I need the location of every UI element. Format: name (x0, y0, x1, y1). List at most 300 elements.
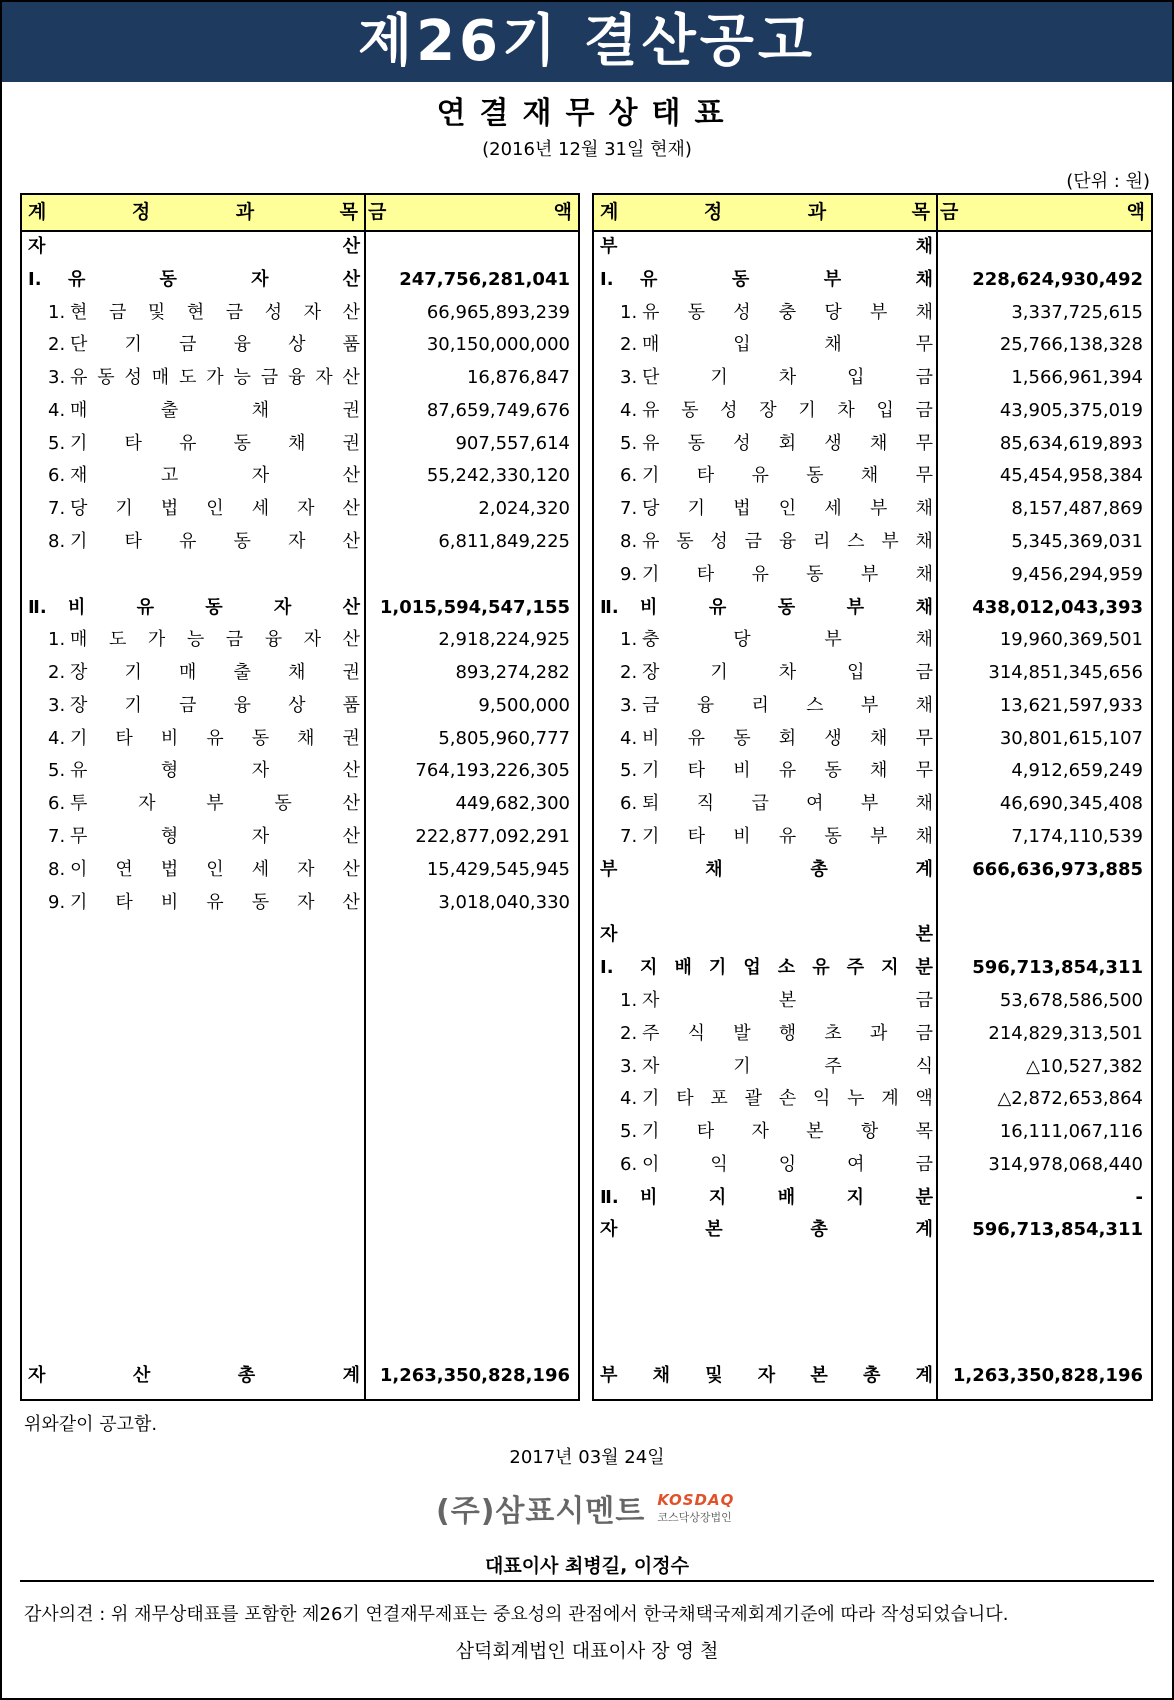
account-label (642, 1116, 933, 1149)
amount-value: 7,174,110,539 (1011, 826, 1143, 848)
label-char: 부 (869, 498, 888, 520)
amount-value: 3,337,725,615 (1011, 301, 1143, 323)
label-char: 산 (342, 465, 360, 487)
amount-value: 6,811,849,225 (438, 531, 570, 553)
row-number: 1. (620, 629, 638, 651)
account-label (640, 952, 933, 985)
account-label (70, 690, 360, 723)
table-row (594, 297, 1151, 330)
amount-value: 13,621,597,933 (999, 694, 1143, 716)
row-number: 2. (620, 662, 638, 684)
label-char: 단 (70, 334, 88, 356)
table-row (22, 297, 578, 330)
label-char: 업 (743, 957, 761, 979)
table-row (22, 329, 578, 362)
label-char: 기 (124, 662, 142, 684)
label-char: 채 (915, 629, 933, 651)
amount-value: 5,805,960,777 (438, 727, 570, 749)
label-char: 타 (687, 760, 705, 782)
label-char: 산 (342, 301, 360, 323)
label-char: 부 (824, 629, 842, 651)
label-char: 자 (273, 596, 292, 618)
table-row (594, 559, 1151, 592)
label-char: 타 (115, 727, 133, 749)
account-label (70, 526, 360, 559)
label-char: 타 (696, 1121, 715, 1143)
row-number: 7. (620, 826, 638, 848)
label-char: 식 (915, 1055, 933, 1077)
label-char: 유 (179, 432, 197, 454)
account-label (70, 329, 360, 362)
label-char: 동 (233, 531, 251, 553)
label-char: 기 (642, 563, 660, 585)
table-row (594, 788, 1151, 821)
label-char: 채 (915, 793, 933, 815)
account-label (70, 723, 360, 756)
account-label (70, 297, 360, 330)
label-char: 상 (288, 334, 306, 356)
label-char: 기 (708, 957, 727, 979)
label-char: 급 (751, 793, 769, 815)
account-label (28, 231, 360, 264)
label-char: 유 (812, 957, 830, 979)
label-char: 타 (676, 1088, 694, 1110)
label-char: 총 (810, 858, 828, 880)
label-char: 성 (720, 399, 738, 421)
row-number: 1. (620, 301, 638, 323)
account-label (642, 821, 933, 854)
row-number: 1. (48, 629, 66, 651)
label-char: 채 (915, 694, 933, 716)
table-row (22, 690, 578, 723)
label-char: 산 (342, 596, 360, 618)
table-row (594, 624, 1151, 657)
label-char: 타 (696, 563, 715, 585)
label-char: 출 (233, 662, 251, 684)
amount-value: - (1135, 1186, 1143, 1208)
row-number: 3. (620, 367, 638, 389)
label-char: 유 (708, 596, 727, 618)
label-char: 출 (160, 399, 179, 421)
table-row (22, 428, 578, 461)
amount-value: 666,636,973,885 (972, 858, 1143, 880)
label-char: 형 (160, 760, 179, 782)
label-char: 동 (97, 367, 115, 389)
row-number: Ⅱ. (600, 1186, 619, 1208)
row-number: 6. (620, 793, 638, 815)
label-char: 포 (710, 1088, 728, 1110)
label-char: 정 (703, 201, 723, 223)
label-char: 유 (640, 268, 658, 290)
label-char: 유 (642, 531, 660, 553)
amount-value: 8,157,487,869 (1011, 498, 1143, 520)
amount-value: 2,024,320 (478, 498, 570, 520)
table-row (594, 493, 1151, 526)
table-row (594, 723, 1151, 756)
label-char: 채 (652, 1365, 670, 1387)
label-char: 동 (274, 793, 292, 815)
row-number: 3. (620, 1055, 638, 1077)
label-char: 채 (915, 498, 933, 520)
amount-value: 449,682,300 (455, 793, 570, 815)
label-char: 분 (915, 1186, 933, 1208)
label-char: 도 (179, 367, 197, 389)
total-amount: 1,263,350,828,196 (952, 1365, 1143, 1387)
label-char: 융 (778, 531, 797, 553)
table-row (22, 821, 578, 854)
label-char: 동 (824, 826, 842, 848)
label-char: 도 (108, 629, 127, 651)
label-char: 회 (778, 727, 797, 749)
label-char: 유 (70, 760, 88, 782)
table-row (22, 624, 578, 657)
label-char: 금 (225, 301, 244, 323)
account-label (70, 788, 360, 821)
label-char: 기 (642, 760, 660, 782)
divider-line (20, 1580, 1154, 1582)
table-row (22, 755, 578, 788)
account-label (642, 395, 933, 428)
table-header (594, 195, 1151, 232)
label-char: 자 (297, 858, 315, 880)
label-char: 부 (860, 694, 879, 716)
table-row (22, 854, 578, 887)
label-char: 유 (778, 760, 797, 782)
unit-label: (단위 : 원) (1066, 171, 1150, 192)
label-char: 부 (869, 301, 888, 323)
banner-title: 제26기 결산공고 (2, 2, 1172, 82)
label-char: 자 (251, 826, 270, 848)
account-label (642, 657, 933, 690)
label-char: 부 (600, 236, 618, 257)
account-label (600, 1214, 933, 1247)
table-row (594, 985, 1151, 1018)
label-char: 비 (640, 1186, 658, 1208)
liabilities-equity-table (592, 193, 1153, 1401)
account-label (70, 460, 360, 493)
label-char: 동 (806, 465, 824, 487)
amount-value: △10,527,382 (1026, 1055, 1143, 1077)
label-char: 기 (642, 1088, 660, 1110)
label-char: 동 (676, 531, 694, 553)
label-char: 세 (251, 858, 270, 880)
label-char: 자 (303, 301, 322, 323)
row-number: 4. (620, 727, 638, 749)
amount-value: 893,274,282 (455, 662, 570, 684)
account-label (642, 460, 933, 493)
label-char: 및 (147, 301, 166, 323)
account-label (640, 264, 933, 297)
label-char: 부 (869, 826, 888, 848)
label-char: 부 (881, 531, 899, 553)
label-char: 기 (124, 334, 142, 356)
row-number: 3. (48, 367, 66, 389)
table-row (594, 1149, 1151, 1182)
label-char: 형 (160, 826, 179, 848)
label-char: 품 (342, 694, 360, 716)
label-char: 채 (297, 727, 315, 749)
company-logo (436, 1486, 734, 1530)
row-number: 2. (620, 334, 638, 356)
label-char: 채 (251, 399, 270, 421)
footer-note: 위와같이 공고함. (24, 1414, 158, 1435)
label-char: 성 (264, 301, 283, 323)
label-char: 기 (115, 498, 133, 520)
label-char: 유 (687, 727, 705, 749)
label-char: 타 (115, 891, 133, 913)
label-char: 고 (160, 465, 179, 487)
amount-value: 45,454,958,384 (999, 465, 1143, 487)
label-char: 기 (710, 367, 728, 389)
label-char: 금 (915, 399, 933, 421)
label-char: 행 (778, 1022, 797, 1044)
label-char: 입 (847, 662, 865, 684)
label-char: 동 (806, 563, 824, 585)
label-char: 기 (642, 465, 660, 487)
account-label (642, 788, 933, 821)
label-char: 유 (642, 301, 660, 323)
label-char: 권 (342, 399, 360, 421)
account-label (642, 1149, 933, 1182)
amount-value: 25,766,138,328 (999, 334, 1143, 356)
label-char: 금 (368, 201, 387, 223)
label-char: 금 (179, 334, 197, 356)
label-char: 채 (705, 858, 723, 880)
label-char: 자 (297, 498, 315, 520)
label-char: 계 (342, 1365, 360, 1387)
label-char: 부 (860, 563, 879, 585)
label-char: 과 (807, 201, 827, 223)
label-char: 금 (260, 367, 279, 389)
label-char: 매 (151, 367, 170, 389)
table-row (594, 1083, 1151, 1116)
label-char: 액 (915, 1088, 933, 1110)
row-number: 7. (620, 498, 638, 520)
label-char: 권 (342, 432, 360, 454)
label-char: 성 (124, 367, 142, 389)
label-char: 주 (824, 1055, 842, 1077)
amount-value: 314,978,068,440 (988, 1153, 1143, 1175)
amount-value: 596,713,854,311 (972, 1219, 1143, 1241)
statement-date: (2016년 12월 31일 현재) (482, 139, 692, 160)
row-number: Ⅱ. (28, 596, 47, 618)
label-char: 목 (915, 1121, 933, 1143)
label-char: 장 (759, 399, 777, 421)
label-char: 비 (733, 760, 751, 782)
kosdaq-logo (657, 1491, 734, 1525)
label-char: 금 (915, 1022, 933, 1044)
account-label (642, 526, 933, 559)
label-char: 비 (640, 596, 658, 618)
account-label (600, 919, 933, 952)
account-label (68, 264, 360, 297)
label-char: 본 (705, 1219, 723, 1241)
label-char: 금 (642, 694, 660, 716)
label-char: 산 (132, 1365, 151, 1387)
amount-value: 30,150,000,000 (426, 334, 570, 356)
label-char: 법 (160, 498, 179, 520)
label-char: 차 (837, 399, 855, 421)
label-char: 생 (824, 432, 842, 454)
row-number: Ⅰ. (28, 268, 42, 290)
label-char: 자 (28, 1365, 46, 1387)
kosdaq-sub: 코스닥상장법인 (657, 1511, 732, 1524)
label-char: 계 (915, 1219, 933, 1241)
label-char: 액 (1126, 201, 1145, 223)
label-char: 자 (251, 465, 270, 487)
label-char: 기 (70, 891, 88, 913)
label-char: 산 (342, 498, 360, 520)
table-row (594, 1182, 1151, 1215)
label-char: 배 (777, 1186, 796, 1208)
label-char: 과 (869, 1022, 888, 1044)
label-char: 기 (70, 531, 88, 553)
label-char: 채 (915, 301, 933, 323)
row-number: 4. (48, 727, 66, 749)
label-char: 자 (642, 989, 660, 1011)
label-char: 잉 (778, 1153, 797, 1175)
table-row (594, 1051, 1151, 1084)
label-char: 유 (778, 826, 797, 848)
label-char: 산 (342, 891, 360, 913)
amount-value: 5,345,369,031 (1011, 531, 1143, 553)
label-char: 총 (237, 1365, 256, 1387)
row-number: Ⅰ. (600, 957, 614, 979)
label-char: 이 (70, 858, 88, 880)
table-row (594, 821, 1151, 854)
amount-value: 907,557,614 (455, 432, 570, 454)
label-char: 누 (847, 1088, 865, 1110)
label-char: 유 (206, 891, 224, 913)
label-char: 동 (205, 596, 223, 618)
label-char: 현 (70, 301, 88, 323)
row-number: 2. (620, 1022, 638, 1044)
row-number: 6. (620, 1153, 638, 1175)
amount-value: 15,429,545,945 (426, 858, 570, 880)
label-char: 지 (881, 957, 899, 979)
row-number: 6. (48, 465, 66, 487)
label-char: 성 (710, 531, 728, 553)
label-char: 분 (915, 957, 933, 979)
label-char: 부 (206, 793, 224, 815)
amount-value: 53,678,586,500 (999, 989, 1143, 1011)
row-number: 7. (48, 826, 66, 848)
table-row (594, 395, 1151, 428)
account-label (642, 362, 933, 395)
kosdaq-mark: KOSDAQ (657, 1491, 735, 1509)
table-row (594, 952, 1151, 985)
row-number: 3. (48, 694, 66, 716)
label-char: 익 (710, 1153, 728, 1175)
row-number: 4. (620, 1088, 638, 1110)
label-char: 괄 (744, 1088, 762, 1110)
table-row (594, 854, 1151, 887)
label-char: 발 (733, 1022, 751, 1044)
label-char: 본 (806, 1121, 824, 1143)
amount-value: 222,877,092,291 (415, 826, 570, 848)
label-char: 본 (915, 924, 933, 946)
label-char: 리 (751, 694, 769, 716)
label-char: 연 (115, 858, 133, 880)
label-char: 자 (251, 268, 269, 290)
label-char: 단 (642, 367, 660, 389)
label-char: 매 (70, 399, 88, 421)
label-char: 초 (824, 1022, 842, 1044)
amount-value: 43,905,375,019 (999, 399, 1143, 421)
account-label (642, 755, 933, 788)
label-char: 비 (160, 891, 179, 913)
label-char: 퇴 (642, 793, 660, 815)
label-char: 목 (911, 201, 930, 223)
label-char: 리 (812, 531, 831, 553)
label-char: 계 (28, 201, 47, 223)
label-char: 자 (315, 367, 333, 389)
label-char: 항 (860, 1121, 879, 1143)
label-char: 현 (186, 301, 205, 323)
label-char: 산 (342, 826, 360, 848)
label-char: 차 (778, 367, 797, 389)
account-label (642, 493, 933, 526)
label-char: 장 (70, 662, 88, 684)
label-char: 기 (687, 498, 705, 520)
label-char: 장 (70, 694, 88, 716)
label-char: 금 (915, 367, 933, 389)
label-char: 유 (70, 367, 88, 389)
label-char: 가 (206, 367, 224, 389)
label-char: 법 (733, 498, 751, 520)
account-label (642, 428, 933, 461)
label-char: 채 (860, 465, 879, 487)
label-char: 재 (70, 465, 88, 487)
label-char: 매 (179, 662, 197, 684)
label-char: 계 (881, 1088, 899, 1110)
label-char: 동 (687, 301, 705, 323)
table-row (594, 329, 1151, 362)
label-char: 계 (915, 858, 933, 880)
table-row (22, 788, 578, 821)
label-char: 동 (159, 268, 177, 290)
label-char: 유 (179, 531, 197, 553)
label-char: 기 (124, 694, 142, 716)
amount-value: 596,713,854,311 (972, 957, 1143, 979)
audit-opinion: 감사의견 : 위 재무상태표를 포함한 제26기 연결재무제표는 중요성의 관점에서 한국채택국제회계기준에 따라 작성되었습니다. (24, 1604, 1009, 1625)
label-char: 충 (778, 301, 797, 323)
label-char: 여 (806, 793, 824, 815)
table-row (594, 1116, 1151, 1149)
label-char: 능 (233, 367, 251, 389)
amount-value: 438,012,043,393 (972, 596, 1143, 618)
footer-date: 2017년 03월 24일 (509, 1447, 665, 1468)
row-number: 9. (620, 563, 638, 585)
account-label (642, 1051, 933, 1084)
label-char: 동 (251, 891, 270, 913)
row-number: 2. (48, 334, 66, 356)
table-row (22, 231, 578, 264)
row-number: 4. (620, 399, 638, 421)
label-char: 스 (847, 531, 865, 553)
label-char: 가 (147, 629, 166, 651)
account-label (642, 723, 933, 756)
table-row (22, 395, 578, 428)
amount-value: 66,965,893,239 (426, 301, 570, 323)
label-char: 권 (342, 662, 360, 684)
label-char: 부 (846, 596, 865, 618)
label-char: 융 (696, 694, 715, 716)
label-char: 유 (642, 399, 660, 421)
total-label (600, 1360, 933, 1393)
label-char: 채 (869, 727, 888, 749)
label-char: 당 (70, 498, 88, 520)
